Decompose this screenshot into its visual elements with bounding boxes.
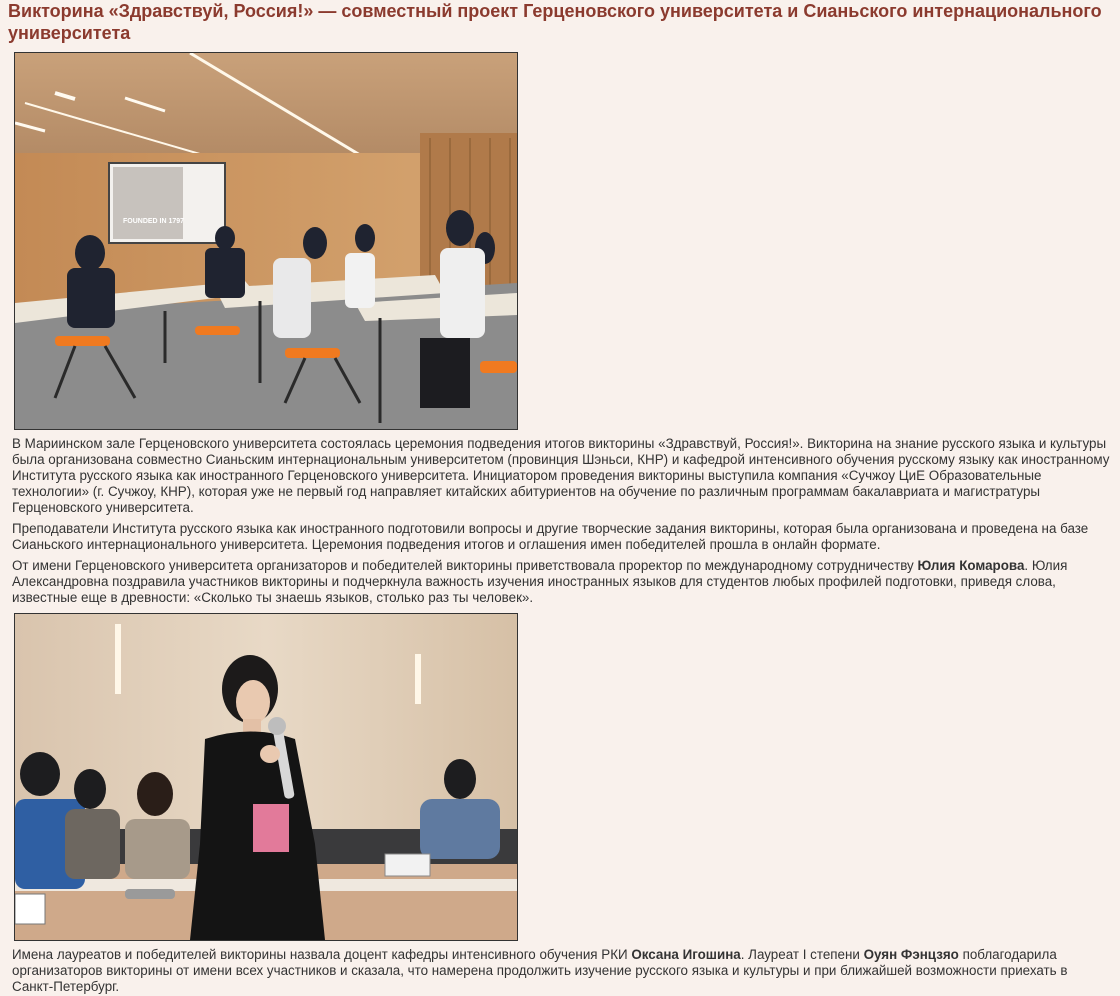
- person-name-ouyang: Оуян Фэнцзяо: [863, 947, 959, 962]
- paragraph-quiz-organization: Преподаватели Института русского языка как иностранного подготовили вопросы и другие творческие задания викторины, которая была организована и проведена на базе Сианьского интернационального университета. Церемония подведения итогов и оглашения имен победителей прошла в онлайн формате.: [12, 521, 1089, 552]
- person-name-komarova: Юлия Комарова: [917, 558, 1025, 573]
- paragraph-intro: В Мариинском зале Герценовского университета состоялась церемония подведения итогов викторины «Здравствуй, Россия!». Викторина на знание русского языка и культуры была организована совместно Сианьским интернациональным университетом (провинция Шэньси, КНР) и кафедрой интенсивного обучения русскому языку как иностранному Института русского языка как иностранного Герценовского университета. Инициатором проведения викторины выступила компания «Сучжоу ЦиЕ Образовательные технологии» (г. Сучжоу, КНР), которая уже не первый год направляет китайских абитуриентов на обучение по различным программам бакалавриата и магистратуры Герценовского университета.: [12, 436, 1110, 515]
- paragraph-greeting: От имени Герценовского университета организаторов и победителей викторины приветствовала проректор по международному сотрудничеству Юлия Комарова. Юлия Александровна поздравила участников викторины и подчеркнула важность изучения иностранных языков для студентов любых профилей подготовки, приведя слова, известные еще в древности: «Сколько ты знаешь языков, столько раз ты человек».: [12, 558, 1068, 605]
- article-photo-classroom: [14, 52, 518, 430]
- article-title: Викторина «Здравствуй, Россия!» — совместный проект Герценовского университета и Сианьского интернационального университета: [8, 1, 1102, 43]
- person-name-igoshina: Оксана Игошина: [631, 947, 741, 962]
- article-photo-speaker: [14, 613, 518, 941]
- paragraph-winners: Имена лауреатов и победителей викторины назвала доцент кафедры интенсивного обучения РКИ Оксана Игошина. Лауреат I степени Оуян Фэнцзяо поблагодарила организаторов викторины от имени всех участников и сказала, что намерена продолжить изучение русского языка и культуры и при ближайшей возможности приехать в Санкт-Петербург.: [12, 947, 1068, 994]
- projector-screen-text: FOUNDED IN 1797: [123, 218, 185, 225]
